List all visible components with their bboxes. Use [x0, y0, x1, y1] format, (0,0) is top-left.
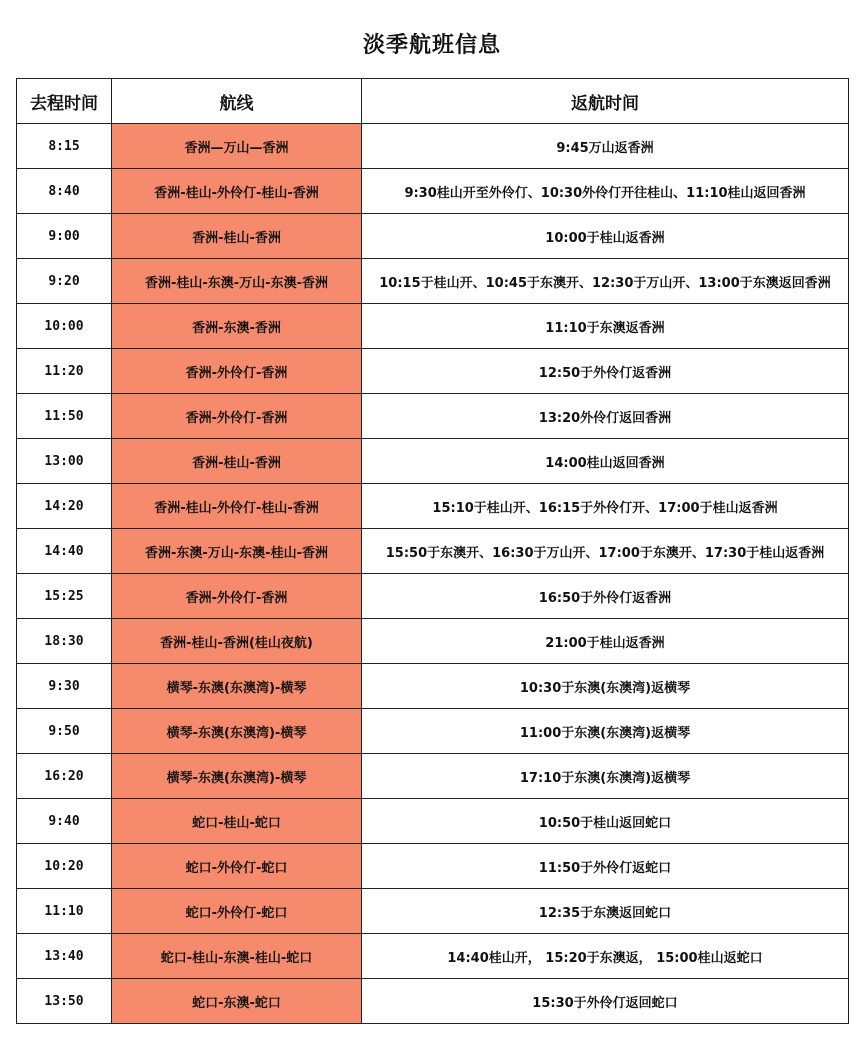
route-cell: 香洲-外伶仃-香洲 — [112, 349, 362, 394]
departure-time-cell: 13:50 — [17, 979, 112, 1024]
route-cell: 蛇口-桂山-蛇口 — [112, 799, 362, 844]
return-time-cell: 11:10于东澳返香洲 — [362, 304, 849, 349]
return-time-cell: 9:45万山返香洲 — [362, 124, 849, 169]
table-row — [17, 439, 849, 484]
route-cell: 香洲-外伶仃-香洲 — [112, 574, 362, 619]
return-time-cell: 12:50于外伶仃返香洲 — [362, 349, 849, 394]
table-body — [17, 124, 849, 1024]
table-header — [17, 79, 849, 124]
return-time-cell: 10:30于东澳(东澳湾)返横琴 — [362, 664, 849, 709]
route-cell: 香洲-桂山-外伶仃-桂山-香洲 — [112, 484, 362, 529]
departure-time-cell: 8:15 — [17, 124, 112, 169]
table-row — [17, 979, 849, 1024]
table-row — [17, 709, 849, 754]
departure-time-cell: 9:20 — [17, 259, 112, 304]
departure-time-cell: 9:50 — [17, 709, 112, 754]
table-row — [17, 484, 849, 529]
departure-time-cell: 9:40 — [17, 799, 112, 844]
departure-time-cell: 11:50 — [17, 394, 112, 439]
departure-time-cell: 11:10 — [17, 889, 112, 934]
route-cell: 蛇口-外伶仃-蛇口 — [112, 844, 362, 889]
table-row — [17, 664, 849, 709]
route-cell: 香洲-桂山-香洲 — [112, 214, 362, 259]
route-cell: 横琴-东澳(东澳湾)-横琴 — [112, 709, 362, 754]
departure-time-cell: 13:40 — [17, 934, 112, 979]
route-cell: 香洲—万山—香洲 — [112, 124, 362, 169]
page-title: 淡季航班信息 — [362, 33, 501, 58]
return-time-cell: 9:30桂山开至外伶仃、10:30外伶仃开往桂山、11:10桂山返回香洲 — [362, 169, 849, 214]
route-cell: 香洲-桂山-外伶仃-桂山-香洲 — [112, 169, 362, 214]
departure-time-cell: 14:20 — [17, 484, 112, 529]
return-time-cell: 15:30于外伶仃返回蛇口 — [362, 979, 849, 1024]
return-time-cell: 11:00于东澳(东澳湾)返横琴 — [362, 709, 849, 754]
departure-time-cell: 9:00 — [17, 214, 112, 259]
table-row — [17, 889, 849, 934]
return-time-cell: 10:50于桂山返回蛇口 — [362, 799, 849, 844]
return-time-cell: 10:00于桂山返香洲 — [362, 214, 849, 259]
route-cell: 香洲-外伶仃-香洲 — [112, 394, 362, 439]
return-time-cell: 21:00于桂山返香洲 — [362, 619, 849, 664]
departure-time-cell: 15:25 — [17, 574, 112, 619]
return-time-cell: 15:10于桂山开、16:15于外伶仃开、17:00于桂山返香洲 — [362, 484, 849, 529]
table-row — [17, 754, 849, 799]
table-row — [17, 124, 849, 169]
table-row — [17, 934, 849, 979]
route-cell: 蛇口-桂山-东澳-桂山-蛇口 — [112, 934, 362, 979]
departure-time-cell: 10:00 — [17, 304, 112, 349]
header-return-time: 返航时间 — [362, 79, 849, 124]
route-cell: 香洲-东澳-香洲 — [112, 304, 362, 349]
return-time-cell: 12:35于东澳返回蛇口 — [362, 889, 849, 934]
route-cell: 香洲-桂山-香洲(桂山夜航) — [112, 619, 362, 664]
return-time-cell: 17:10于东澳(东澳湾)返横琴 — [362, 754, 849, 799]
departure-time-cell: 10:20 — [17, 844, 112, 889]
departure-time-cell: 16:20 — [17, 754, 112, 799]
table-row — [17, 349, 849, 394]
table-row — [17, 799, 849, 844]
departure-time-cell: 9:30 — [17, 664, 112, 709]
table-row — [17, 619, 849, 664]
table-row — [17, 169, 849, 214]
table-row — [17, 529, 849, 574]
return-time-cell: 10:15于桂山开、10:45于东澳开、12:30于万山开、13:00于东澳返回香洲 — [362, 259, 849, 304]
route-cell: 横琴-东澳(东澳湾)-横琴 — [112, 664, 362, 709]
route-cell: 蛇口-外伶仃-蛇口 — [112, 889, 362, 934]
return-time-cell: 11:50于外伶仃返蛇口 — [362, 844, 849, 889]
table-row — [17, 214, 849, 259]
table-row — [17, 574, 849, 619]
route-cell: 香洲-桂山-香洲 — [112, 439, 362, 484]
header-departure-time: 去程时间 — [17, 79, 112, 124]
departure-time-cell: 8:40 — [17, 169, 112, 214]
header-route: 航线 — [112, 79, 362, 124]
route-cell: 香洲-东澳-万山-东澳-桂山-香洲 — [112, 529, 362, 574]
departure-time-cell: 11:20 — [17, 349, 112, 394]
table-row — [17, 394, 849, 439]
route-cell: 香洲-桂山-东澳-万山-东澳-香洲 — [112, 259, 362, 304]
return-time-cell: 13:20外伶仃返回香洲 — [362, 394, 849, 439]
route-cell: 横琴-东澳(东澳湾)-横琴 — [112, 754, 362, 799]
departure-time-cell: 13:00 — [17, 439, 112, 484]
table-row — [17, 259, 849, 304]
route-cell: 蛇口-东澳-蛇口 — [112, 979, 362, 1024]
header-row — [17, 79, 849, 124]
return-time-cell: 15:50于东澳开、16:30于万山开、17:00于东澳开、17:30于桂山返香洲 — [362, 529, 849, 574]
return-time-cell: 14:00桂山返回香洲 — [362, 439, 849, 484]
table-row — [17, 844, 849, 889]
departure-time-cell: 14:40 — [17, 529, 112, 574]
schedule-table — [16, 78, 849, 1024]
table-row — [17, 304, 849, 349]
return-time-cell: 16:50于外伶仃返香洲 — [362, 574, 849, 619]
departure-time-cell: 18:30 — [17, 619, 112, 664]
return-time-cell: 14:40桂山开， 15:20于东澳返， 15:00桂山返蛇口 — [362, 934, 849, 979]
